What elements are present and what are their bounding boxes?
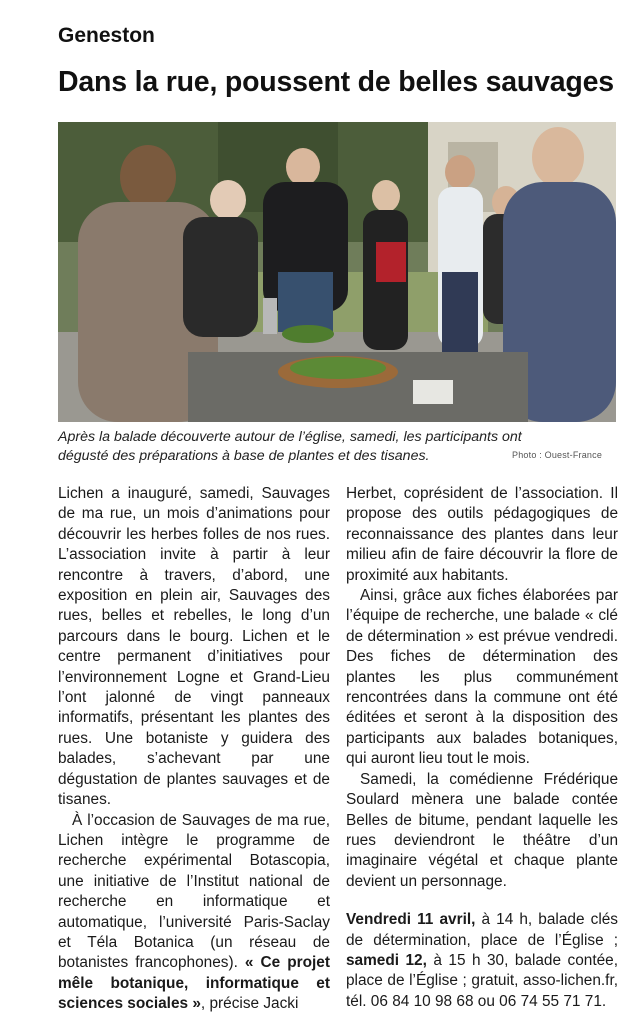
paragraph-botascopia bbox=[58, 811, 330, 1015]
paragraph-intro: Lichen a inauguré, samedi, Sauvages de ma rue, un mois d’animations pour découvrir les herbes folles de nos rues. L’association invite à partir à leur rencontre à travers, d’abord, une exposition en plein air, Sauvages des rues, belles et rebelles, le long d’un parcours dans le bourg. Lichen et le centre permanent d’initiatives pour l’environnement Logne et Grand-Lieu l’ont jalonné de vingt panneaux informatifs, présentant les plantes des rues. Une botaniste y guidera des balades, s’achevant par une dégustation de plantes sauvages et de tisanes. bbox=[58, 485, 330, 809]
paragraph-cle-determination: Ainsi, grâce aux fiches élaborées par l’équipe de recherche, une balade « clé de détermination » est prévue vendredi. Des fiches de détermination des plantes les plus communément rencontrées dans la commune ont été éditées et seront à la disposition des participants aux balades botaniques, qui auront lieu tout le mois. bbox=[346, 587, 618, 768]
paragraph-botascopia-end: , précise Jacki bbox=[200, 995, 299, 1013]
practical-info bbox=[346, 910, 618, 1012]
article-column-left bbox=[58, 484, 330, 1015]
article-headline: Dans la rue, poussent de belles sauvages bbox=[58, 66, 614, 98]
paragraph-balade-contee: Samedi, la comédienne Frédérique Soulard mènera une balade contée Belles de bitume, pendant laquelle les rues deviendront le théâtre d’un imaginaire végétal et chaque plante devient un personnage. bbox=[346, 770, 618, 890]
practical-date-2: samedi 12, bbox=[346, 951, 427, 969]
location-heading: Geneston bbox=[58, 24, 155, 47]
article-photo bbox=[58, 122, 616, 422]
paragraph-botascopia-intro: À l’occasion de Sauvages de ma rue, Lichen intègre le programme de recherche expérimental Botascopia, une initiative de l’Institut national de recherche en informatique et automatique, l’université Paris-Saclay et Téla Botanica (un réseau de botanistes francophones). bbox=[58, 811, 330, 972]
article-column-right bbox=[346, 484, 618, 1012]
photo-illustration bbox=[58, 122, 616, 422]
quote-highlight: « Ce projet mêle botanique, informatique et sciences sociales » bbox=[58, 954, 330, 1013]
paragraph-botascopia-continued: Herbet, coprésident de l’association. Il propose des outils pédagogiques de reconnaissance des plantes dans leur milieu afin de faire découvrir la flore de proximité aux habitants. bbox=[346, 485, 618, 584]
practical-date-1: Vendredi 11 avril, bbox=[346, 911, 476, 929]
photo-credit: Photo : Ouest-France bbox=[512, 450, 603, 460]
practical-text-2: à 15 h 30, balade contée, place de l’Église ; gratuit, asso-lichen.fr, tél. 06 84 10 98 68 ou 06 74 55 71 71. bbox=[346, 951, 618, 1010]
photo-caption: Après la balade découverte autour de l’église, samedi, les participants ont dégusté des préparations à base de plantes et des tisanes. bbox=[58, 429, 522, 464]
practical-text-1: à 14 h, balade clés de détermination, place de l’Église ; bbox=[346, 911, 618, 949]
